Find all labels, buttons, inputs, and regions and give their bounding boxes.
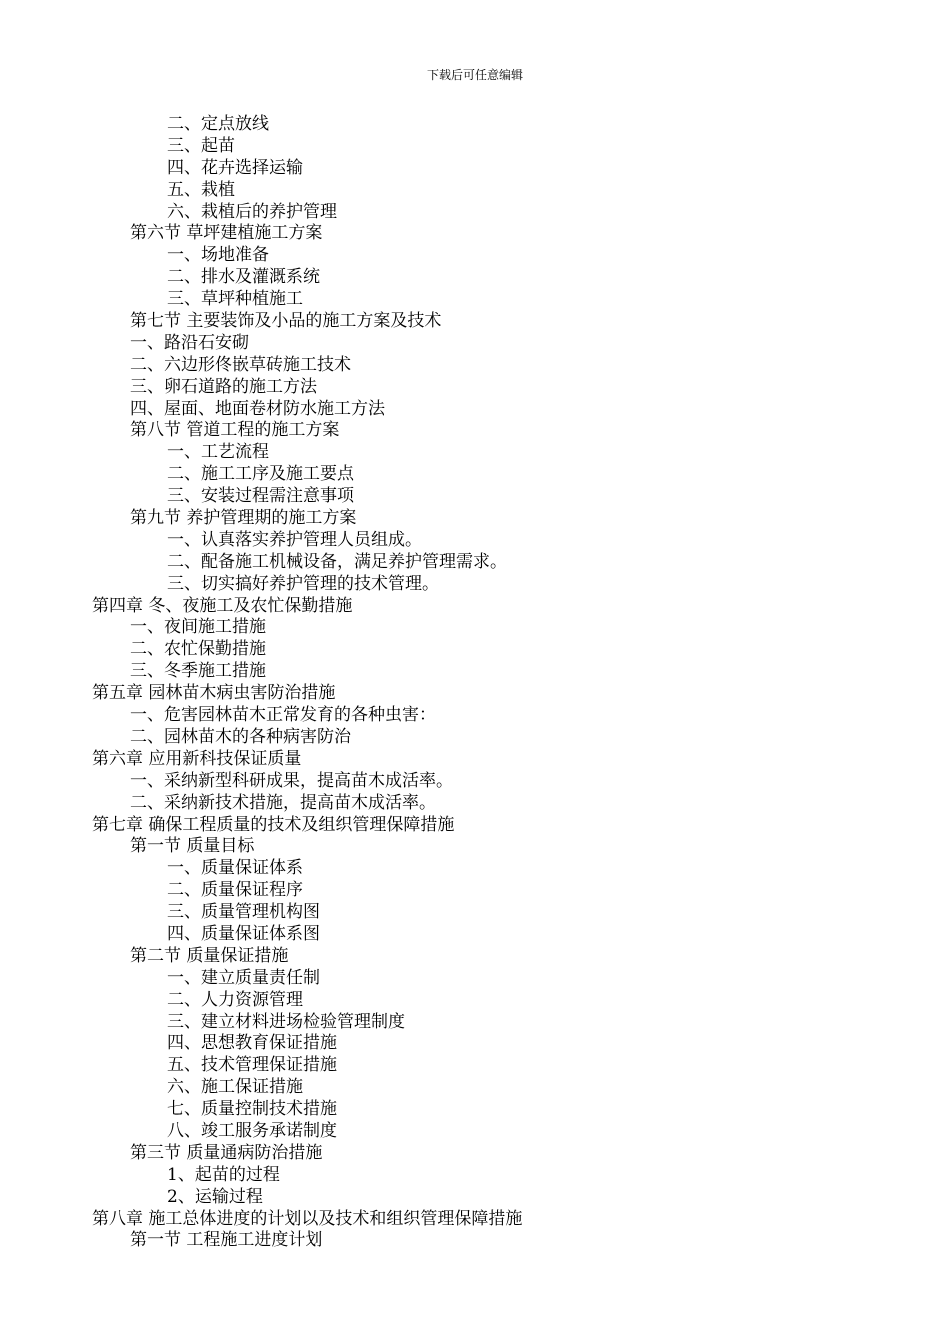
toc-section: 四、屋面、地面卷材防水施工方法 [130, 398, 385, 419]
page-header: 下载后可任意编辑 [426, 68, 523, 82]
toc-section: 第七节 主要装饰及小品的施工方案及技术 [130, 311, 442, 332]
toc-item: 五、栽植 [167, 179, 235, 200]
toc-item: 四、质量保证体系图 [167, 923, 320, 944]
toc-section: 二、六边形佟嵌草砖施工技术 [130, 354, 351, 375]
toc-section: 第三节 质量通病防治措施 [130, 1142, 323, 1163]
toc-chapter: 第六章 应用新科技保证质量 [92, 748, 302, 769]
toc-chapter: 第七章 确保工程质量的技术及组织管理保障措施 [92, 814, 455, 835]
toc-section: 三、卵石道路的施工方法 [130, 376, 317, 397]
toc-chapter: 第四章 冬、夜施工及农忙保勤措施 [92, 595, 353, 616]
toc-section: 一、危害园林苗木正常发育的各种虫害： [130, 705, 436, 726]
toc-item: 一、工艺流程 [167, 442, 269, 463]
toc-section: 一、路沿石安砌 [130, 332, 249, 353]
toc-item: 八、竣工服务承诺制度 [167, 1120, 337, 1141]
toc-section: 第九节 养护管理期的施工方案 [130, 508, 357, 529]
toc-section: 第二节 质量保证措施 [130, 945, 289, 966]
toc-item: 1、起苗的过程 [167, 1164, 280, 1185]
toc-item: 三、建立材料进场检验管理制度 [167, 1011, 405, 1032]
toc-item: 二、排水及灌溉系统 [167, 267, 320, 288]
toc-section: 二、采纳新技术措施，提高苗木成活率。 [130, 792, 436, 813]
toc-item: 一、建立质量责任制 [167, 967, 320, 988]
toc-item: 一、认真落实养护管理人员组成。 [167, 529, 422, 550]
toc-chapter: 第五章 园林苗木病虫害防治措施 [92, 683, 336, 704]
toc-item: 五、技术管理保证措施 [167, 1055, 337, 1076]
toc-item: 二、配备施工机械设备，满足养护管理需求。 [167, 551, 507, 572]
toc-item: 2、运输过程 [167, 1186, 263, 1207]
table-of-contents [0, 114, 950, 1252]
toc-section: 三、冬季施工措施 [130, 661, 266, 682]
toc-item: 三、草坪种植施工 [167, 289, 303, 310]
toc-item: 三、起苗 [167, 135, 235, 156]
toc-item: 一、场地准备 [167, 245, 269, 266]
toc-item: 六、施工保证措施 [167, 1077, 303, 1098]
toc-item: 三、质量管理机构图 [167, 902, 320, 923]
toc-item: 七、质量控制技术措施 [167, 1099, 337, 1120]
toc-section: 二、农忙保勤措施 [130, 639, 266, 660]
toc-item: 二、定点放线 [167, 114, 269, 134]
toc-item: 二、人力资源管理 [167, 989, 303, 1010]
toc-section: 第一节 工程施工进度计划 [130, 1230, 323, 1251]
toc-section: 第六节 草坪建植施工方案 [130, 223, 323, 244]
toc-item: 六、栽植后的养护管理 [167, 201, 337, 222]
toc-section: 一、夜间施工措施 [130, 617, 266, 638]
toc-item: 二、施工工序及施工要点 [167, 464, 354, 485]
toc-item: 四、花卉选择运输 [167, 157, 303, 178]
toc-section: 第一节 质量目标 [130, 836, 255, 857]
toc-item: 三、切实搞好养护管理的技术管理。 [167, 573, 439, 594]
toc-item: 一、质量保证体系 [167, 858, 303, 879]
toc-section: 一、采纳新型科研成果，提高苗木成活率。 [130, 770, 453, 791]
toc-item: 二、质量保证程序 [167, 880, 303, 901]
toc-section: 二、园林苗木的各种病害防治 [130, 726, 351, 747]
toc-section: 第八节 管道工程的施工方案 [130, 420, 340, 441]
toc-item: 三、安装过程需注意事项 [167, 486, 354, 507]
toc-item: 四、思想教育保证措施 [167, 1033, 337, 1054]
toc-chapter: 第八章 施工总体进度的计划以及技术和组织管理保障措施 [92, 1208, 523, 1229]
